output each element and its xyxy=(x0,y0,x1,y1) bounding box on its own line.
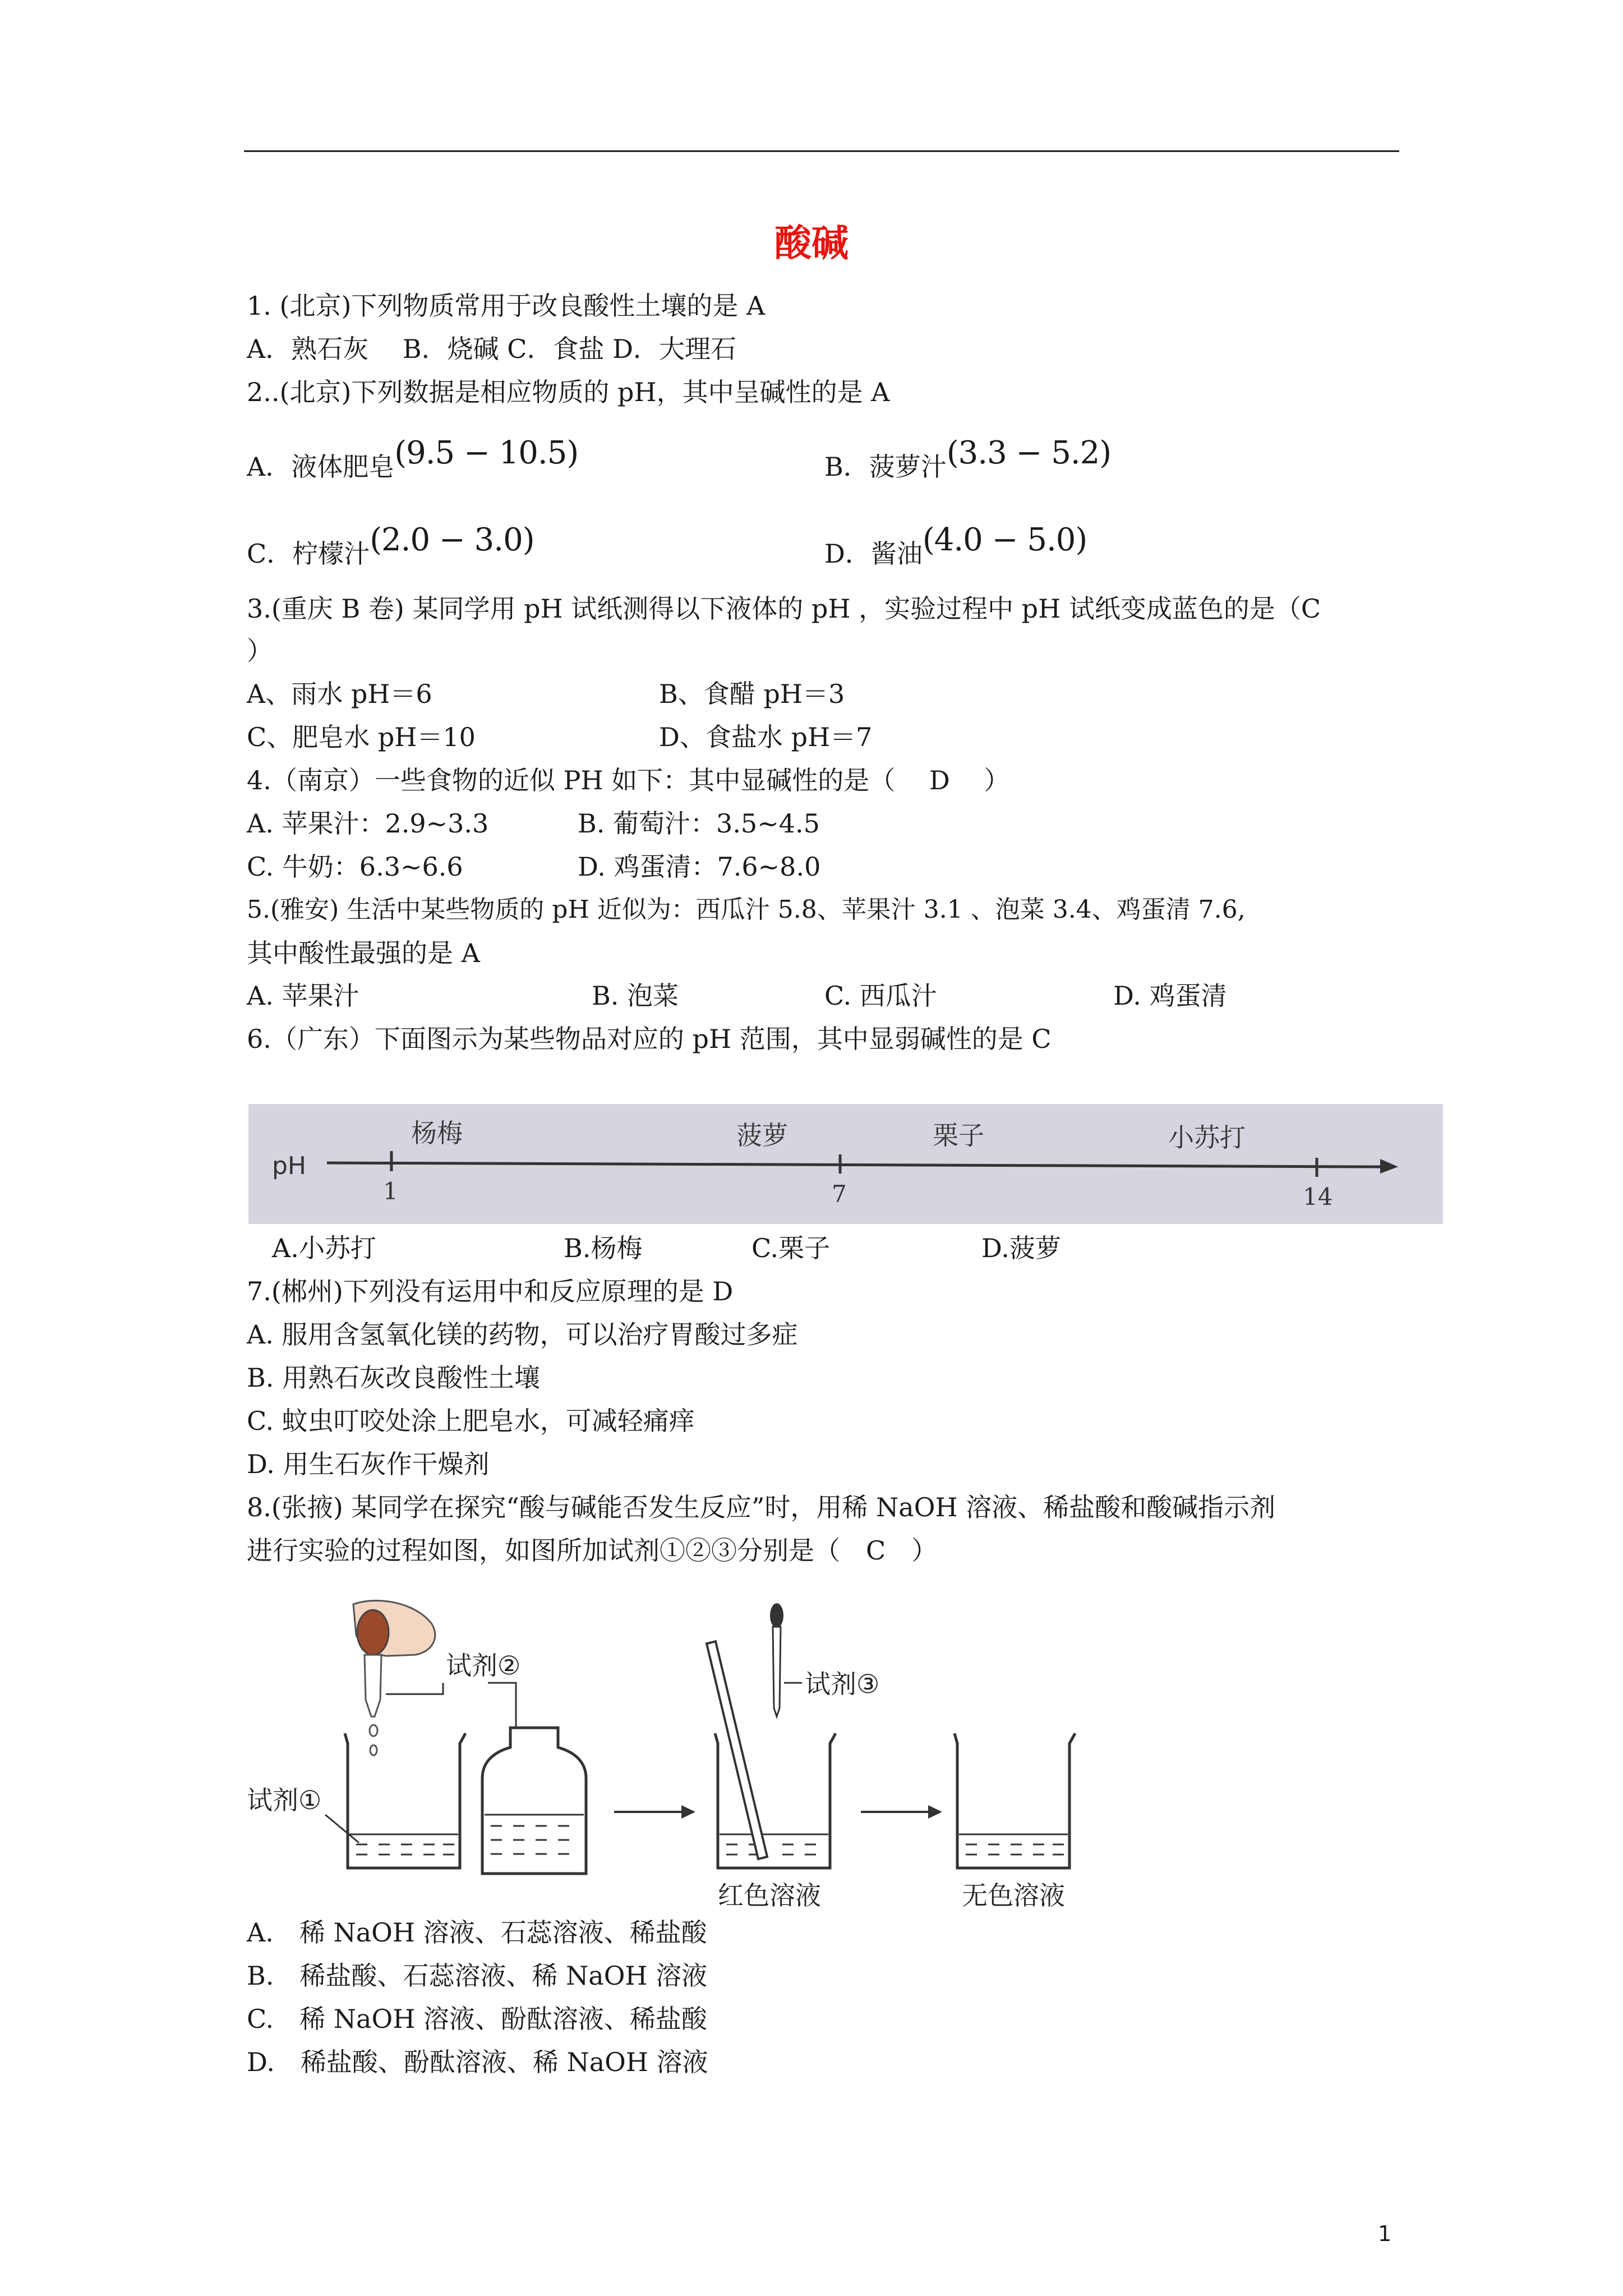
q2-option-c xyxy=(247,522,534,570)
header-rule xyxy=(244,150,1399,152)
q5-option-d: D. 鸡蛋清 xyxy=(1113,981,1227,1011)
q1-stem: 1. (北京)下列物质常用于改良酸性土壤的是 A xyxy=(247,291,766,321)
reagent1-pointer xyxy=(325,1815,359,1843)
ph-item-yangmei: 杨梅 xyxy=(411,1118,463,1148)
q5-stem-line2: 其中酸性最强的是 A xyxy=(247,938,480,968)
q6-option-d: D.菠萝 xyxy=(981,1233,1061,1263)
q3-stem-line2: ） xyxy=(247,636,273,666)
dropper-bulb-icon xyxy=(357,1610,389,1655)
ph-item-xiaosuda: 小苏打 xyxy=(1168,1122,1246,1153)
ph-item-lizi: 栗子 xyxy=(933,1120,984,1151)
reagent2-connector-1 xyxy=(386,1683,443,1694)
q5-stem-line1: 5.(雅安) 生活中某些物质的 pH 近似为：西瓜汁 5.8、苹果汁 3.1 、泡菜 3.4、鸡蛋清 7.6, xyxy=(247,895,1246,924)
q2-option-a xyxy=(247,435,579,484)
dropper-3-tube-icon xyxy=(773,1627,781,1717)
q7-stem: 7.(郴州)下列没有运用中和反应原理的是 D xyxy=(247,1276,734,1306)
q2-option-b-range: (3.3 − 5.2) xyxy=(946,435,1112,471)
q8-stem-line1: 8.(张掖) 某同学在探究“酸与碱能否发生反应”时，用稀 NaOH 溶液、稀盐酸和酸碱指示剂 xyxy=(247,1492,1276,1522)
beaker-1-icon xyxy=(345,1733,465,1868)
q2-option-c-range: (2.0 − 3.0) xyxy=(370,522,534,558)
red-solution-label: 红色溶液 xyxy=(718,1880,821,1907)
ph-axis-label: pH xyxy=(272,1152,307,1180)
q7-option-c: C. 蚊虫叮咬处涂上肥皂水，可减轻痛痒 xyxy=(247,1406,695,1436)
q2-option-a-range: (9.5 − 10.5) xyxy=(394,435,579,471)
q6-option-c: C.栗子 xyxy=(751,1233,831,1263)
beaker-3-icon xyxy=(955,1733,1075,1868)
q7-option-a: A. 服用含氢氧化镁的药物，可以治疗胃酸过多症 xyxy=(247,1319,798,1350)
beaker-3-liquid xyxy=(959,1834,1068,1855)
reagent-bottle-icon xyxy=(482,1728,586,1874)
beaker-1-liquid xyxy=(349,1834,458,1855)
ph-tick-label-1: 1 xyxy=(383,1177,398,1205)
arrow-1-icon xyxy=(681,1805,695,1819)
q3-option-b: B、食醋 pH＝3 xyxy=(659,679,845,709)
q3-option-d: D、食盐水 pH＝7 xyxy=(659,722,873,752)
arrow-2-icon xyxy=(928,1805,942,1819)
reagent1-label: 试剂① xyxy=(247,1785,322,1815)
q2-option-c-label: C．柠檬汁 xyxy=(247,539,370,569)
q4-option-d: D. 鸡蛋清：7.6~8.0 xyxy=(578,852,821,882)
reagent2-connector-2 xyxy=(488,1683,516,1728)
page-title: 酸碱 xyxy=(774,222,849,265)
reagent3-label: 试剂③ xyxy=(805,1669,880,1699)
drop-icon-1 xyxy=(370,1725,377,1736)
dropper-3-bulb-icon xyxy=(770,1603,783,1628)
ph-tick-label-7: 7 xyxy=(832,1180,847,1208)
q5-option-c: C. 西瓜汁 xyxy=(824,981,937,1011)
q8-option-c: C. 稀 NaOH 溶液、酚酞溶液、稀盐酸 xyxy=(247,2004,707,2034)
q6-stem: 6.（广东）下面图示为某些物品对应的 pH 范围，其中显弱碱性的是 C xyxy=(247,1024,1052,1054)
q2-option-d xyxy=(824,522,1087,570)
q4-option-b: B. 葡萄汁：3.5~4.5 xyxy=(578,808,820,839)
q6-option-b: B.杨梅 xyxy=(564,1233,643,1263)
ph-axis-line xyxy=(327,1163,1380,1167)
q3-option-c: C、肥皂水 pH＝10 xyxy=(247,722,476,752)
ph-scale-figure xyxy=(248,1104,1443,1224)
page-number: 1 xyxy=(1378,2221,1392,2246)
q8-option-b: B. 稀盐酸、石蕊溶液、稀 NaOH 溶液 xyxy=(247,1961,708,1991)
beaker-2-liquid xyxy=(720,1834,828,1855)
ph-axis-arrow-icon xyxy=(1380,1159,1398,1174)
q8-option-a: A. 稀 NaOH 溶液、石蕊溶液、稀盐酸 xyxy=(247,1917,707,1948)
q6-option-a: A.小苏打 xyxy=(272,1233,376,1263)
q8-option-d: D. 稀盐酸、酚酞溶液、稀 NaOH 溶液 xyxy=(247,2047,708,2077)
q4-option-c: C. 牛奶：6.3~6.6 xyxy=(247,852,463,882)
ph-tick-label-14: 14 xyxy=(1303,1183,1333,1211)
q7-option-b: B. 用熟石灰改良酸性土壤 xyxy=(247,1363,541,1393)
ph-item-boluo: 菠萝 xyxy=(736,1120,788,1151)
drop-icon-2 xyxy=(370,1745,377,1755)
q2-option-d-label: D．酱油 xyxy=(824,539,923,569)
q1-options: A．熟石灰 B．烧碱 C．食盐 D．大理石 xyxy=(247,334,736,364)
glass-rod-icon xyxy=(707,1641,767,1859)
q4-stem: 4.（南京）一些食物的近似 PH 如下：其中显碱性的是（ D ） xyxy=(247,765,1010,795)
q2-option-b-label: B．菠萝汁 xyxy=(824,452,947,482)
reagent2-label: 试剂② xyxy=(446,1650,521,1681)
q5-option-b: B. 泡菜 xyxy=(592,981,679,1011)
q2-option-b xyxy=(824,435,1112,484)
colorless-solution-label: 无色溶液 xyxy=(962,1880,1065,1907)
experiment-diagram xyxy=(247,1593,1122,1907)
q3-stem-line1: 3.(重庆 B 卷) 某同学用 pH 试纸测得以下液体的 pH ，实验过程中 pH 试纸变成蓝色的是（C xyxy=(247,593,1321,624)
q2-stem: 2..(北京)下列数据是相应物质的 pH，其中呈碱性的是 A xyxy=(247,377,890,407)
q2-option-a-label: A．液体肥皂 xyxy=(247,452,395,482)
q2-option-d-range: (4.0 − 5.0) xyxy=(922,522,1087,558)
q7-option-d: D. 用生石灰作干燥剂 xyxy=(247,1449,490,1479)
dropper-tube-icon xyxy=(365,1655,381,1717)
q5-option-a: A. 苹果汁 xyxy=(247,981,359,1011)
q4-option-a: A. 苹果汁：2.9~3.3 xyxy=(247,808,489,839)
q3-option-a: A、雨水 pH＝6 xyxy=(247,679,432,709)
q8-stem-line2: 进行实验的过程如图，如图所加试剂①②③分别是（ C ） xyxy=(247,1535,938,1566)
